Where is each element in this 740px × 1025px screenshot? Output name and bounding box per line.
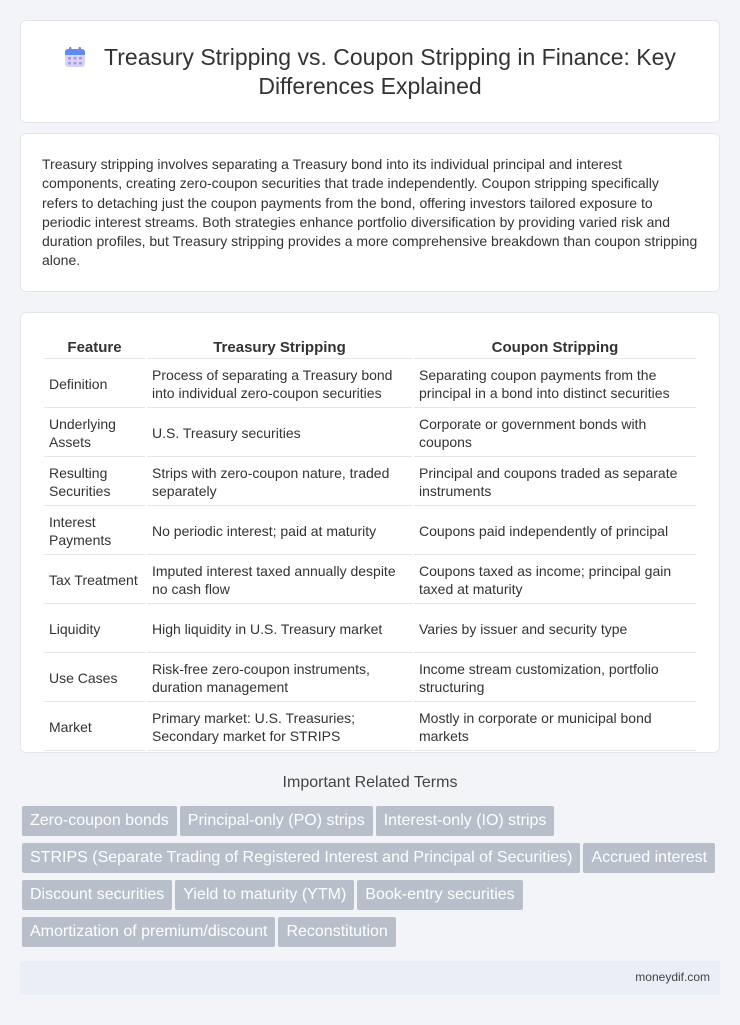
related-term-tag[interactable]: Interest-only (IO) strips (376, 806, 555, 836)
feature-cell: Use Cases (44, 655, 145, 702)
related-term-tag[interactable]: Book-entry securities (357, 880, 522, 910)
treasury-cell: Strips with zero-coupon nature, traded separately (147, 459, 412, 506)
column-header-treasury: Treasury Stripping (147, 335, 412, 359)
treasury-cell: Process of separating a Treasury bond into individual zero-coupon securities (147, 361, 412, 408)
footer-site-link[interactable]: moneydif.com (635, 970, 710, 984)
table-row (44, 508, 696, 555)
comparison-card (20, 312, 720, 753)
table-header-row (44, 335, 696, 359)
column-header-feature: Feature (44, 335, 145, 359)
feature-cell: Tax Treatment (44, 557, 145, 604)
related-term-tag[interactable]: STRIPS (Separate Trading of Registered Interest and Principal of Securities) (22, 843, 580, 873)
tag-row (22, 880, 722, 917)
treasury-cell: Imputed interest taxed annually despite no cash flow (147, 557, 412, 604)
footer (20, 961, 720, 995)
tag-row (22, 843, 722, 880)
table-row (44, 557, 696, 604)
coupon-cell: Corporate or government bonds with coupons (414, 410, 696, 457)
coupon-cell: Separating coupon payments from the principal in a bond into distinct securities (414, 361, 696, 408)
tag-row (22, 917, 722, 954)
page-title-wrap (21, 43, 719, 101)
table-row (44, 655, 696, 702)
feature-cell: Market (44, 704, 145, 751)
table-row (44, 410, 696, 457)
coupon-cell: Coupons paid independently of principal (414, 508, 696, 555)
coupon-cell: Principal and coupons traded as separate instruments (414, 459, 696, 506)
related-term-tag[interactable]: Amortization of premium/discount (22, 917, 275, 947)
header-card (20, 20, 720, 123)
related-term-tag[interactable]: Yield to maturity (YTM) (175, 880, 354, 910)
coupon-cell: Coupons taxed as income; principal gain taxed at maturity (414, 557, 696, 604)
coupon-cell: Mostly in corporate or municipal bond markets (414, 704, 696, 751)
column-header-coupon: Coupon Stripping (414, 335, 696, 359)
treasury-cell: No periodic interest; paid at maturity (147, 508, 412, 555)
related-term-tag[interactable]: Principal-only (PO) strips (180, 806, 373, 836)
related-term-tag[interactable]: Zero-coupon bonds (22, 806, 177, 836)
feature-cell: Liquidity (44, 606, 145, 653)
table-row (44, 704, 696, 751)
table-row (44, 606, 696, 653)
treasury-cell: U.S. Treasury securities (147, 410, 412, 457)
intro-card (20, 133, 720, 292)
table-row (44, 361, 696, 408)
coupon-cell: Income stream customization, portfolio structuring (414, 655, 696, 702)
related-term-tag[interactable]: Discount securities (22, 880, 172, 910)
feature-cell: Definition (44, 361, 145, 408)
page-title: Treasury Stripping vs. Coupon Stripping in Finance: Key Differences Explained (104, 44, 676, 99)
treasury-cell: Risk-free zero-coupon instruments, duration management (147, 655, 412, 702)
calendar-icon (64, 46, 86, 68)
related-term-tag[interactable]: Accrued interest (583, 843, 715, 873)
feature-cell: Interest Payments (44, 508, 145, 555)
treasury-cell: Primary market: U.S. Treasuries; Secondary market for STRIPS (147, 704, 412, 751)
related-terms-list (22, 806, 722, 954)
tag-row (22, 806, 722, 843)
feature-cell: Resulting Securities (44, 459, 145, 506)
intro-paragraph: Treasury stripping involves separating a Treasury bond into its individual principal and interest components, creating zero-coupon securities that trade independently. Coupon stripping specifically refers to detaching just the coupon payments from the bond, offering investors tailored exposure to periodic interest streams. Both strategies enhance portfolio diversification by providing varied risk and duration profiles, but Treasury stripping provides a more comprehensive breakdown than coupon stripping alone. (42, 156, 698, 269)
comparison-table (42, 333, 698, 753)
related-term-tag[interactable]: Reconstitution (278, 917, 395, 947)
table-row (44, 459, 696, 506)
treasury-cell: High liquidity in U.S. Treasury market (147, 606, 412, 653)
feature-cell: Underlying Assets (44, 410, 145, 457)
coupon-cell: Varies by issuer and security type (414, 606, 696, 653)
related-terms-title: Important Related Terms (282, 774, 458, 791)
